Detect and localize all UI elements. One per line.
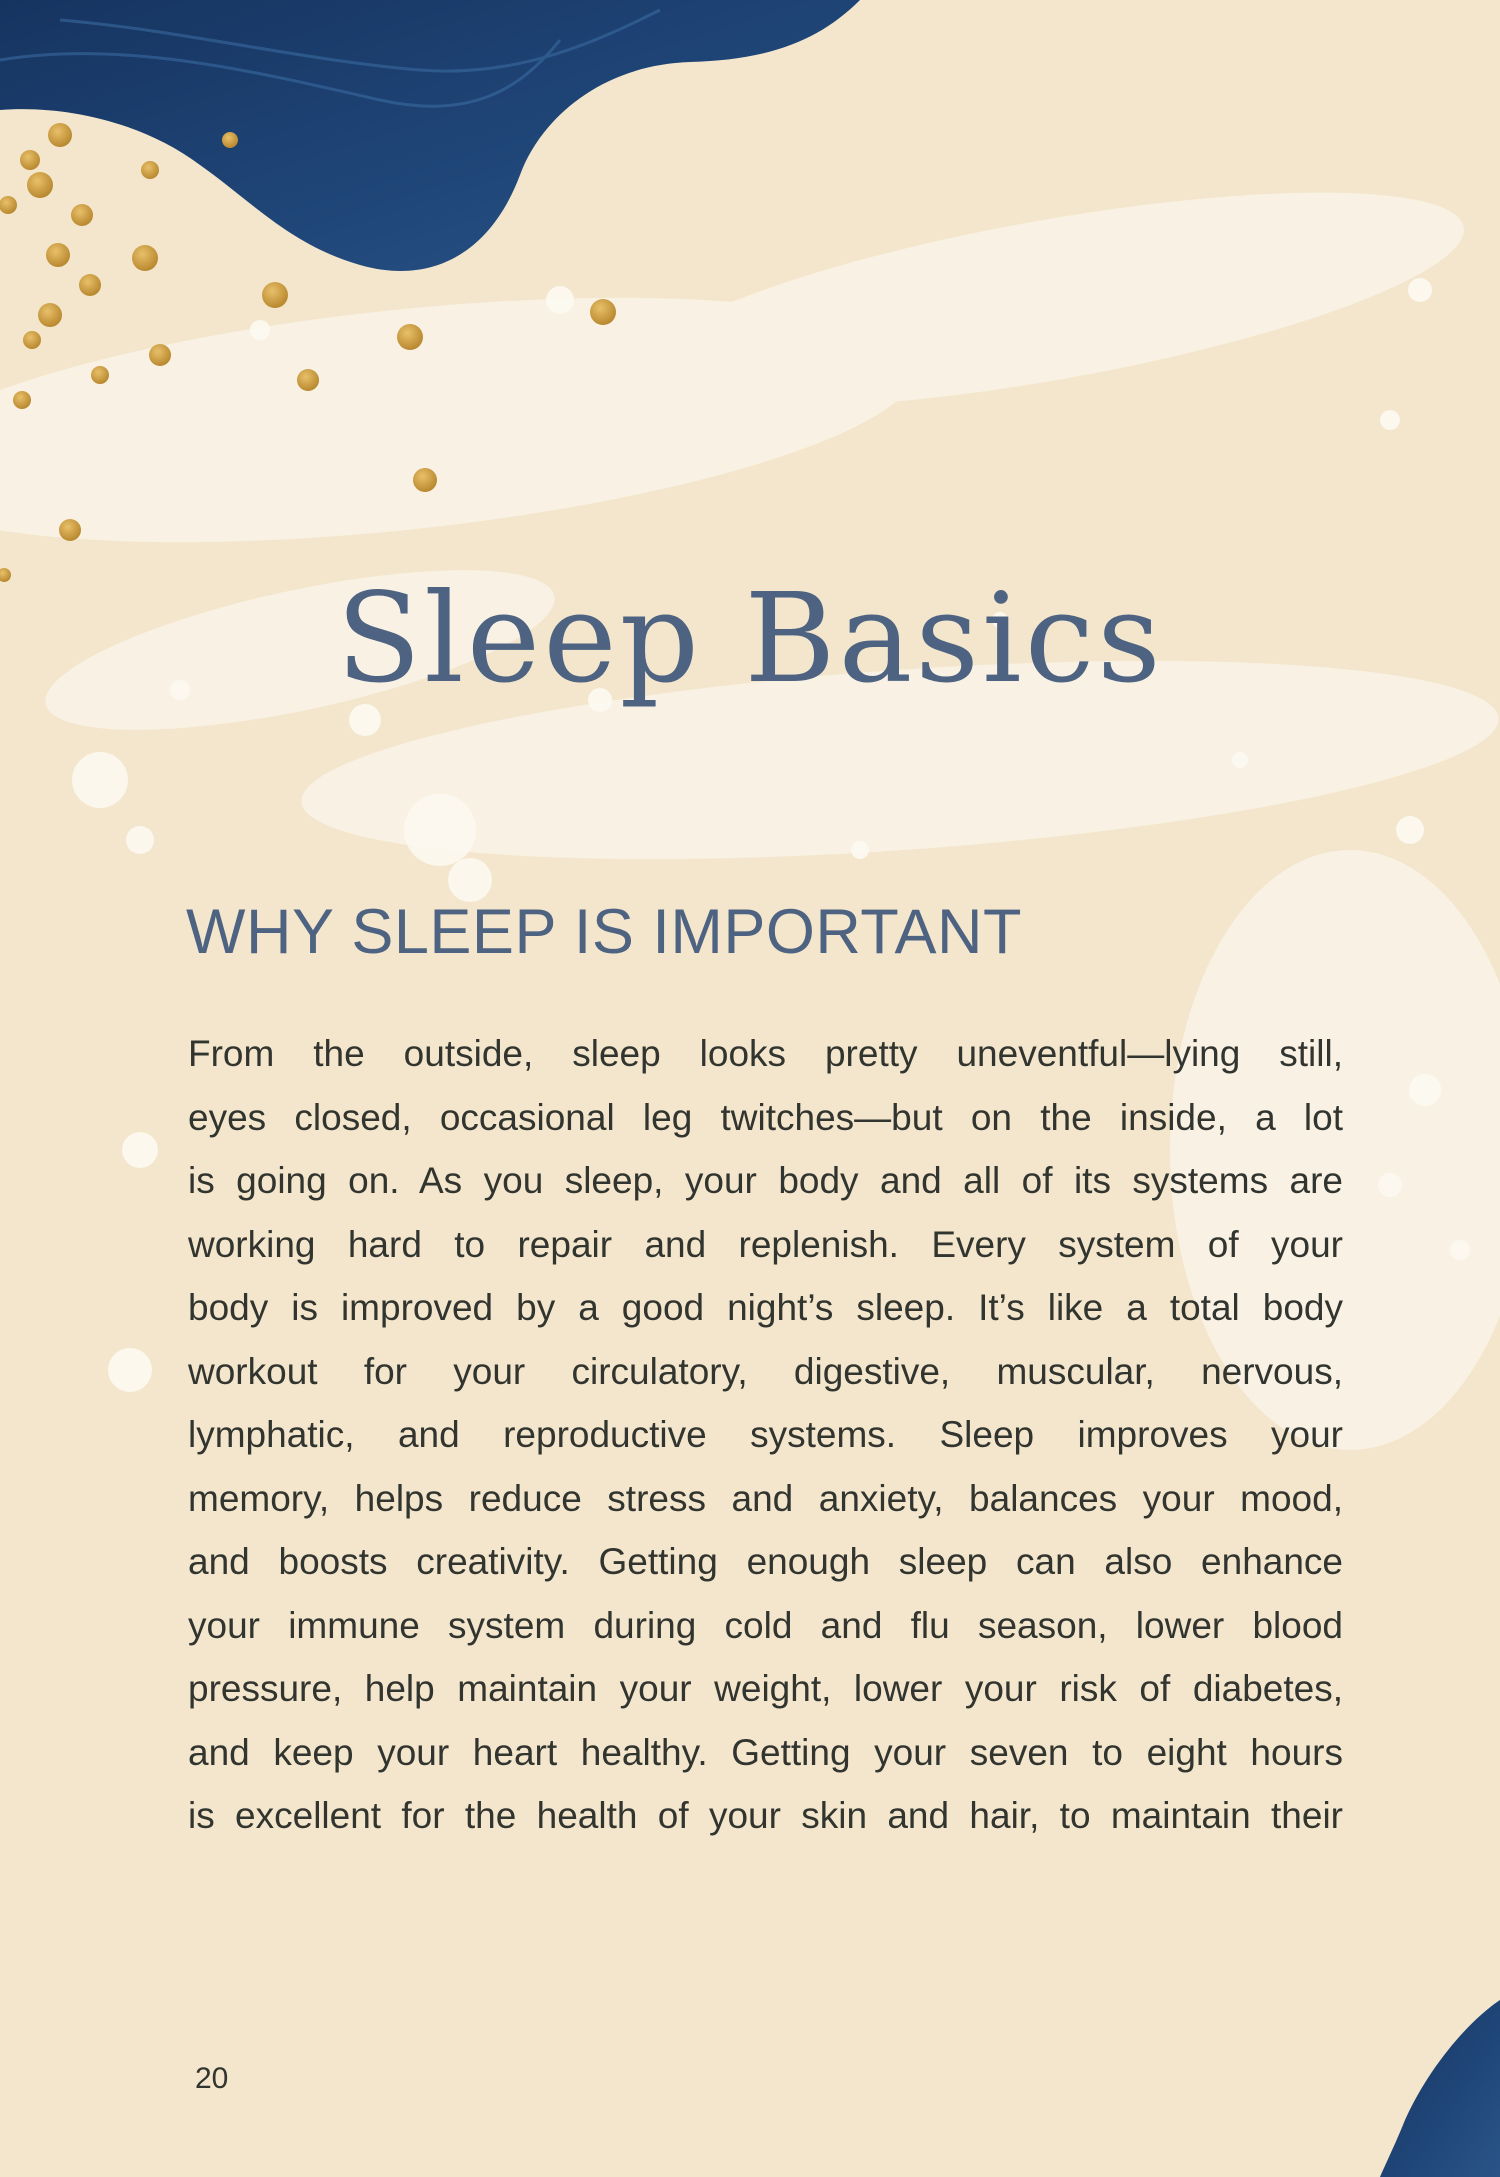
body-line: is going on. As you sleep, your body and all of its systems are [188, 1160, 1343, 1201]
body-line: and keep your heart healthy. Getting your seven to eight hours [188, 1731, 1343, 1773]
page-title: Sleep Basics [336, 567, 1164, 711]
body-line: working hard to repair and replenish. Every system of your [188, 1223, 1343, 1265]
body-line: is excellent for the health of your skin and hair, to maintain their [188, 1795, 1343, 1836]
body-line: lymphatic, and reproductive systems. Sleep improves your [188, 1414, 1343, 1455]
body-line: From the outside, sleep looks pretty uneventful—lying still, [188, 1033, 1343, 1074]
body-line: your immune system during cold and flu season, lower blood [188, 1604, 1343, 1646]
body-line: workout for your circulatory, digestive, muscular, nervous, [188, 1350, 1343, 1392]
body-line: memory, helps reduce stress and anxiety, balances your mood, [188, 1477, 1343, 1519]
body-paragraph [188, 1022, 1343, 1848]
body-line: eyes closed, occasional leg twitches—but on the inside, a lot [188, 1096, 1343, 1138]
body-line: body is improved by a good night’s sleep. It’s like a total body [188, 1287, 1343, 1328]
navy-wave-bottom [1380, 2000, 1500, 2177]
page-number: 20 [195, 2062, 229, 2095]
body-line: and boosts creativity. Getting enough sleep can also enhance [188, 1541, 1343, 1582]
section-heading: WHY SLEEP IS IMPORTANT [186, 897, 1023, 967]
navy-wave-top [0, 0, 860, 271]
body-line: pressure, help maintain your weight, lower your risk of diabetes, [188, 1668, 1343, 1709]
